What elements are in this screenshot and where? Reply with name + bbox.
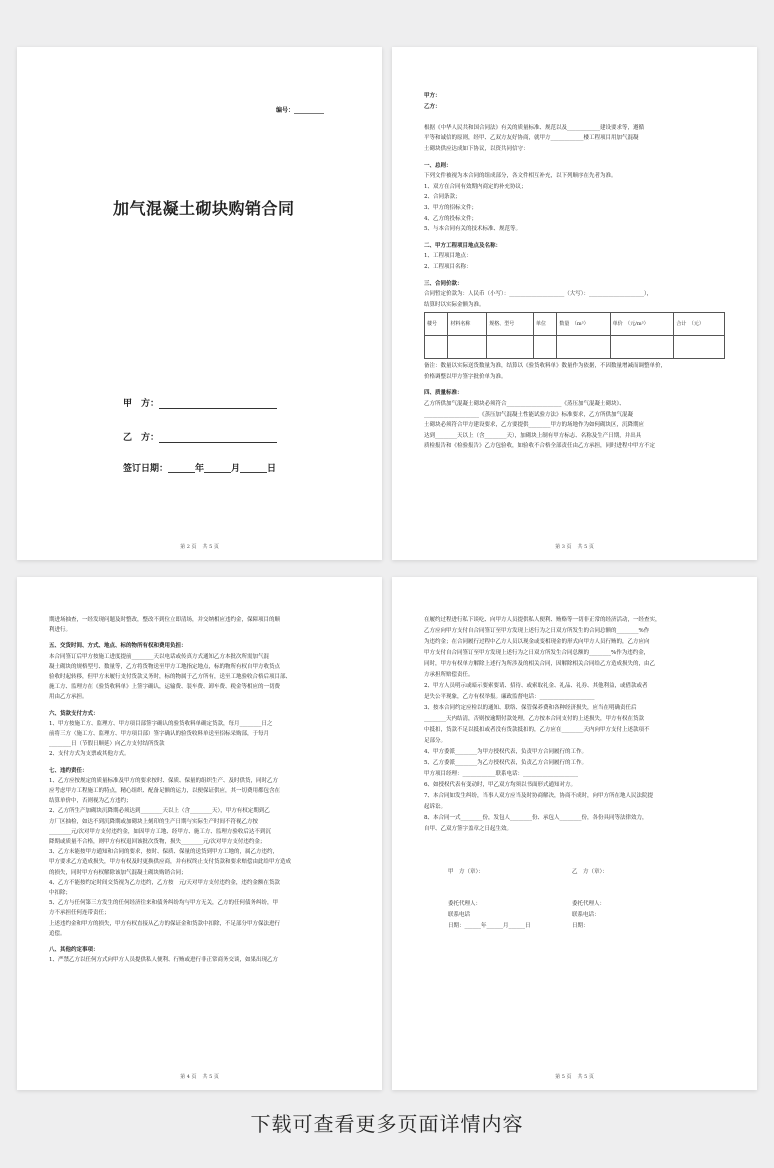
phone-a: 联系电话 xyxy=(448,912,471,918)
date-a: 日期：______年______月______日 xyxy=(448,923,531,929)
table-cell xyxy=(533,336,556,359)
text-line: 中抵扣，货款不足以抵扣或者没有货款抵扣的，乙方应在________天内向甲方支付上述款项不 xyxy=(424,727,650,733)
text-line: 平等和诚信的原则，经甲、乙双方友好协商，就甲方____________楼工程项目用加气混凝 xyxy=(424,135,639,142)
page-body xyxy=(424,615,725,835)
text-line: 2、工程项目名称： xyxy=(424,263,472,270)
text-line: 方厂区抽检，如达不到沉降期或加砌块上刻印的生产日期与实际生产时间不符视乙方按 xyxy=(49,818,259,825)
text-line: 5、与本合同有关的技术标准、规范等。 xyxy=(424,226,522,233)
text-line: 4、乙方不能按约定时间交货视为乙方违约，乙方按 元/天对甲方支付违约金，违约金额在货款 xyxy=(49,879,280,886)
page-body xyxy=(49,615,350,966)
text-line: 降期或质量不合格，则甲方有权退回该批次货物，损失________元/次对甲方支付违约金； xyxy=(49,839,266,846)
text-line: 足部分。 xyxy=(424,738,447,744)
section-heading: 六、货款支付方式： xyxy=(49,710,99,717)
page-total: 共 5 页 xyxy=(577,1074,594,1080)
table-header-cell: 材料名称 xyxy=(448,313,487,336)
text-line: 3、乙方未能按甲方通知和合同的要求，按时、保质、保量的送货到甲方工地的，属乙方违约， xyxy=(49,849,279,856)
section-heading: 三、合同价款： xyxy=(424,280,463,287)
text-line: 2、支付方式为支票或其他方式。 xyxy=(49,751,130,758)
text-line: 6、如授权代表有变动时，甲乙双方均须以书面形式通知对方。 xyxy=(424,782,577,788)
text-line: 2、乙方所生产加砌块沉降期必须达到________天以上（含________天），甲方有权定期到乙 xyxy=(49,808,270,815)
table-cell xyxy=(487,336,534,359)
party-b-heading: 乙方： xyxy=(424,103,441,110)
page-total: 共 5 页 xyxy=(202,1074,219,1080)
text-line: 上述违约金和甲方的损失，甲方有权直接从乙方的保证金和货款中扣除，不足部分甲方保法进行 xyxy=(49,920,281,927)
table-header-cell: 单价 （元/m³） xyxy=(610,313,674,336)
text-line: 方不承担任何连带责任； xyxy=(49,910,110,917)
text-line: ________日（节假日顺延）向乙方支付结所货款 xyxy=(49,741,165,748)
text-line: ____________________《蒸压加气混凝土性能试验方法》标准要求，乙方所供加气混凝 xyxy=(424,411,634,418)
contract-number-label: 编号：__________ xyxy=(275,107,324,114)
party-a-blank xyxy=(159,399,277,409)
sign-date-line: 签订日期：______年______月______日 xyxy=(123,464,277,474)
p2-intro xyxy=(424,91,725,155)
table-cell xyxy=(674,336,725,359)
text-line: 甲方支付自合同签订至甲方发现上述行为之日双方所发生合同总额的________%作为违约金， xyxy=(424,650,650,656)
agent-a: 委托代理人： xyxy=(448,901,482,907)
text-line: 1、严禁乙方以任何方式向甲方人员提供私人便利、行贿或进行非正常商务交谈，如果出现乙方 xyxy=(49,957,279,964)
section-heading: 二、甲方工程项目地点及名称： xyxy=(424,242,502,249)
more-pages-caption: 下载可查看更多页面详情内容 xyxy=(250,1112,524,1136)
table-cell xyxy=(557,336,610,359)
text-line: 同时，甲方有权单方解除上述行为所涉及的相关合同，因解除相关合同给乙方造成损失的，由乙 xyxy=(424,661,656,667)
page-number xyxy=(392,1073,757,1080)
section-heading: 八、其他约定事项： xyxy=(49,947,99,954)
party-b-line xyxy=(123,430,277,443)
text-line: 前将三方（施工方、监理方、甲方项目部）签字确认的验货收料单送至招标采购部，于每月 xyxy=(49,731,270,738)
text-line: 3、甲方的招标文件； xyxy=(424,204,477,211)
text-line: 价格调整以甲方签字批价单为准。 xyxy=(424,373,507,380)
table-header-cell: 数量 （m³） xyxy=(557,313,610,336)
contract-page-3 xyxy=(17,577,382,1090)
signature-b-seal: 乙 方（章）： xyxy=(572,869,608,875)
page-body xyxy=(424,91,725,452)
table-header-cell: 合计 （元） xyxy=(674,313,725,336)
text-line: 1、工程项目地点： xyxy=(424,253,472,260)
text-line: 1、乙方应按规定的质量标准及甲方的要求按时、保质、保量的组织生产、及时供货，同时乙方 xyxy=(49,777,279,784)
section-heading: 四、质量标准： xyxy=(424,390,463,397)
price-table xyxy=(424,312,725,359)
text-line: 结算单价中，否则视为乙方违约； xyxy=(49,798,132,805)
text-line: 下列文件被视为本合同的组成部分，各文件相互补充，以下列顺序在先者为准。 xyxy=(424,173,617,180)
text-line: 起诉讼。 xyxy=(424,804,447,810)
text-line: ________天内结清，否则按逾期付款处理，乙方按本合同支付的上述损失，甲方有权在货款 xyxy=(424,716,645,722)
page-total: 共 5 页 xyxy=(577,544,594,550)
table-header-cell: 单位 xyxy=(533,313,556,336)
text-line xyxy=(424,112,725,123)
text-line: 结算时以实际金额为准。 xyxy=(424,301,485,308)
text-line: 为违约金；在合同履行过程中乙方人员以现金或变相现金的形式向甲方人员行贿的，乙方应向 xyxy=(424,639,650,645)
date-b: 日期： xyxy=(572,923,589,929)
page-number xyxy=(17,1073,382,1080)
text-line: 5、乙方委派________为乙方授权代表，负责乙方合同履行的工作。 xyxy=(424,760,588,766)
text-line: 利进行。 xyxy=(49,627,72,634)
text-line: 应考虑甲方工程施工的特点，精心组织、配备足额的运力，以便保证供应，其一切费用都包含在 xyxy=(49,788,281,795)
text-line: 验收时起转移，但甲方未履行支付货款义务时，标的物属于乙方所有，送至工地验收合格后项目部、 xyxy=(49,674,292,681)
section-heading: 一、总则： xyxy=(424,162,452,169)
page-number xyxy=(392,543,757,550)
party-a-line xyxy=(123,396,277,409)
text-line: 在履约过程进行私下谈吃、向甲方人员提供私人便利、贿赂等一切非正常的经济活动，一经查实， xyxy=(424,617,661,623)
text-line: ________元/次对甲方支付违约金，如因甲方工地、经甲方、施工方、监理方验收后达不到沉 xyxy=(49,828,271,835)
party-a-label: 甲 方： xyxy=(123,399,160,409)
party-b-blank xyxy=(159,433,277,443)
text-line: 2、甲方人员明示或暗示要索要请、招待、或索取礼金、礼品、礼券、其他利益，或借款或者 xyxy=(424,683,648,689)
section-heading: 五、交货时间、方式、地点、标的物所有权和费用负担： xyxy=(49,643,187,650)
text-line: 乙方所供加气混凝土砌块必须符合____________________《蒸压加气混凝土砌块》、 xyxy=(424,401,625,408)
page-no: 第 2 页 xyxy=(180,544,197,550)
text-line: 乙方应向甲方支付自合同签订至甲方发现上述行为之日双方所发生的合同总额的________%作 xyxy=(424,628,650,634)
text-line: 土砌块必须符合甲方建设要求，乙方要提供________甲方的场地作为如何砌块区，沉降期应 xyxy=(424,422,645,429)
text-line: 2、合同条款； xyxy=(424,194,461,201)
contract-title: 加气混凝土砌块购销合同 xyxy=(113,199,295,218)
table-header-row xyxy=(425,313,725,336)
table-cell xyxy=(448,336,487,359)
text-line: 根据《中华人民共和国合同法》有关的质量标准、规范以及____________建设要求等，遵循 xyxy=(424,124,645,131)
text-line: 备注：数量以实际送货数量为准，结算以《验货收料单》数量作为依据，不因数量增减而调整单价， xyxy=(424,363,667,370)
text-line: 4、乙方的投标文件； xyxy=(424,215,477,222)
page-number xyxy=(17,543,382,550)
table-header-cell: 楼号 xyxy=(425,313,448,336)
contract-page-cover xyxy=(17,47,382,560)
page-no: 第 5 页 xyxy=(555,1074,572,1080)
text-line: 甲方要求乙方造成损失，甲方有权及时更换供应商，并有权终止支付货款和要求赔偿由此给甲方造成 xyxy=(49,859,292,866)
text-line: 方承担所赔偿责任。 xyxy=(424,672,474,678)
table-row xyxy=(425,336,725,359)
text-line: 土砌块供应达成如下协议，以资共同信守： xyxy=(424,145,529,152)
text-line: 期进场抽查，一经发现问题及时整改，整改不到位立即清场，并交纳相应违约金，保障项目的顺 xyxy=(49,617,281,623)
table-cell xyxy=(610,336,674,359)
text-line: 是失公平现象，乙方有权举报。廉政监督电话：____________________ xyxy=(424,694,595,700)
signature-a-seal: 甲 方（章）： xyxy=(448,869,484,875)
table-cell xyxy=(425,336,448,359)
phone-b: 联系电话： xyxy=(572,912,600,918)
text-line: 1、甲方按施工方、监理方、甲方项目部签字确认的验货收料单确定货款，每月________日之 xyxy=(49,720,273,727)
text-line: 的损失，同时甲方有权解除该加气混凝土砌块购销合同； xyxy=(49,869,187,876)
section-heading: 七、违约责任： xyxy=(49,767,88,774)
text-line: 合同暂定价款为：人民币（小写）：____________________（大写）：____________________）， xyxy=(424,291,653,298)
text-line: 中扣除； xyxy=(49,890,72,897)
party-b-label: 乙 方： xyxy=(123,433,160,443)
text-line: 本合同签订后甲方按施工进度提前________天以电话或传真方式通知乙方本批次所需加气混 xyxy=(49,653,270,660)
text-line: 5、乙方与任何第三方发生的任何经济往来和债务纠纷均与甲方无关，乙方的任何债务纠纷，甲 xyxy=(49,900,279,907)
party-a-heading: 甲方： xyxy=(424,93,441,99)
text-line: 7、本合同如发生纠纷，当事人双方应当及时协商解决，协商不成时，向甲方所在地人民法院提 xyxy=(424,793,654,799)
text-line: 用由乙方承担。 xyxy=(49,694,88,701)
text-line: 4、甲方委派________为甲方授权代表，负责甲方合同履行的工作。 xyxy=(424,749,588,755)
agent-b: 委托代理人： xyxy=(572,901,606,907)
table-header-cell: 规格、型号 xyxy=(487,313,534,336)
contract-page-4 xyxy=(392,577,757,1090)
text-line: 甲方项目经理：____________联系电话：____________________ xyxy=(424,771,579,777)
text-line: 8、本合同一式________份，发包人________份、承包人________份，各份具同等法律效力， xyxy=(424,815,648,821)
page-no: 第 4 页 xyxy=(180,1074,197,1080)
text-line: 凝土砌块的规格型号、数量等，乙方将货物送至甲方工地指定地点，标的物所有权自甲方收货点 xyxy=(49,663,281,670)
text-line: 施工方、监理方在《验货收料单》上签字确认，运输费、装车费、卸车费、税金等相应的一切费 xyxy=(49,684,281,691)
page-total: 共 5 页 xyxy=(202,544,219,550)
text-line: 追偿。 xyxy=(49,930,66,937)
contract-page-2 xyxy=(392,47,757,560)
text-line: 3、按本合同约定应检以的通知、联络、保管保养费和各种经济损失，应当在明确责任后 xyxy=(424,705,637,711)
text-line: 1、双方在合同有效期内商定的补充协议； xyxy=(424,183,527,190)
text-line: 质检报告和《检验报告》乙方包验收，如验收不合格全部责任由乙方承担，同时进程中甲方不定 xyxy=(424,443,656,450)
text-line: 自甲、乙双方签字盖章之日起生效。 xyxy=(424,826,513,832)
text-line: 达到________天以上（含________天），加砌块上制有甲方标志、名称及生产日期，并出具 xyxy=(424,432,642,439)
page-no: 第 3 页 xyxy=(555,544,572,550)
